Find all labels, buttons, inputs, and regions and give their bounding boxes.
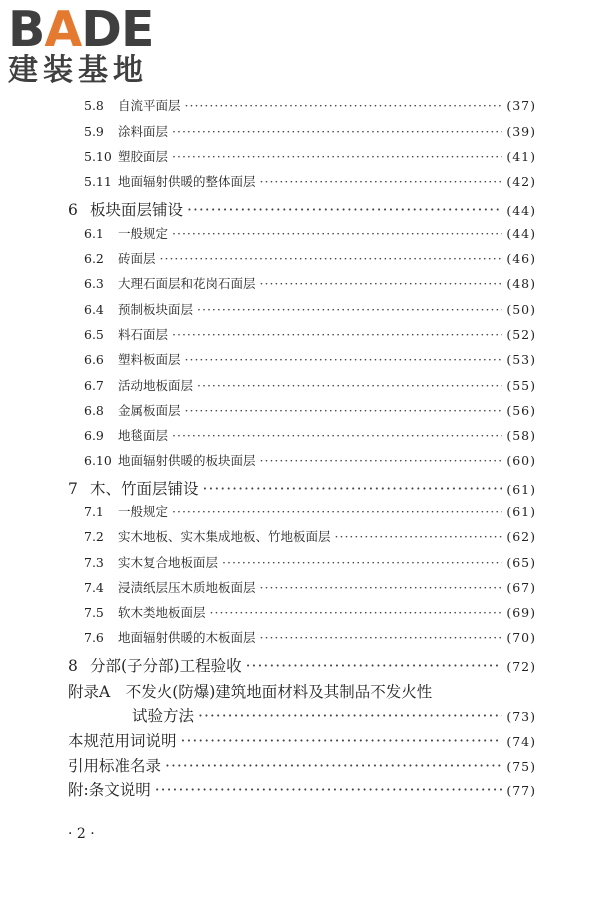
page-number: · 2 · [68, 826, 95, 842]
toc-entry-number: 5.8 [84, 98, 104, 113]
toc-entry-title: 大理石面层和花岗石面层 [118, 276, 256, 291]
toc-chapter-row[interactable] [68, 198, 536, 220]
toc-page-number: (60) [506, 453, 536, 468]
toc-entry-title: 塑料板面层 [118, 352, 181, 367]
dot-leader [187, 201, 502, 219]
toc-entry-number: 6.9 [84, 428, 104, 443]
toc-entry-title: 活动地板面层 [118, 378, 194, 393]
toc-entry-title: 试验方法 [132, 707, 195, 725]
toc-section-row[interactable] [84, 578, 536, 596]
toc-section-row[interactable] [84, 249, 536, 267]
toc-page-number: (70) [506, 630, 536, 645]
toc-page-number: (65) [506, 555, 536, 570]
toc-entry-number: 5.9 [84, 124, 104, 139]
toc-page-number: (37) [506, 98, 536, 113]
toc-entry-number: 6.1 [84, 226, 104, 241]
toc-entry-number: 7.2 [84, 529, 104, 544]
dot-leader [172, 504, 502, 519]
toc-section-row[interactable] [84, 122, 536, 140]
toc-section-row[interactable] [84, 325, 536, 343]
toc-entry-number: 5.11 [84, 174, 112, 189]
toc-page-number: (75) [506, 759, 536, 774]
toc-entry-title: 地面辐射供暖的板块面层 [118, 453, 256, 468]
toc-entry-title: 软木类地板面层 [118, 605, 206, 620]
toc-entry-title: 塑胶面层 [118, 149, 169, 164]
dot-leader [222, 555, 502, 570]
dot-leader [172, 226, 502, 241]
toc-section-row[interactable] [84, 553, 536, 571]
toc-section-row[interactable] [84, 274, 536, 292]
dot-leader [203, 480, 503, 498]
dot-leader [210, 605, 503, 620]
toc-entry-number: 6.5 [84, 327, 104, 342]
dot-leader [197, 302, 502, 317]
toc-chapter-row[interactable] [68, 754, 536, 776]
toc-section-row[interactable] [84, 147, 536, 165]
dot-leader [172, 428, 502, 443]
dot-leader [246, 657, 503, 675]
dot-leader [260, 174, 503, 189]
toc-section-row[interactable] [84, 451, 536, 469]
toc-entry-title: 木、竹面层铺设 [90, 480, 199, 498]
toc-entry-title: 预制板块面层 [118, 302, 194, 317]
toc-entry-number: 6.7 [84, 378, 104, 393]
toc-entry-number: 8 [68, 657, 78, 675]
toc-chapter-row[interactable] [132, 704, 536, 726]
toc-page-number: (41) [506, 149, 536, 164]
toc-entry-title: 一般规定 [118, 504, 169, 519]
toc-title-line: 附录A 不发火(防爆)建筑地面材料及其制品不发火性 [68, 683, 433, 701]
toc-page-number: (67) [506, 580, 536, 595]
toc-entry-title: 本规范用词说明 [68, 732, 177, 750]
dot-leader [260, 276, 503, 291]
dot-leader [172, 327, 502, 342]
dot-leader [185, 403, 503, 418]
toc-entry-number: 7.5 [84, 605, 104, 620]
dot-leader [197, 378, 502, 393]
toc-entry-title: 实木地板、实木集成地板、竹地板面层 [118, 529, 331, 544]
toc-entry-title: 板块面层铺设 [90, 201, 184, 219]
toc-entry-title: 砖面层 [118, 251, 156, 266]
toc-page-number: (52) [506, 327, 536, 342]
dot-leader [335, 529, 503, 544]
toc-entry-number: 7.3 [84, 555, 104, 570]
toc-entry-title: 附:条文说明 [68, 781, 151, 799]
toc-entry-title: 自流平面层 [118, 98, 181, 113]
dot-leader [172, 124, 502, 139]
toc-page-number: (73) [506, 709, 536, 724]
toc-section-row[interactable] [84, 603, 536, 621]
toc-entry-title: 浸渍纸层压木质地板面层 [118, 580, 256, 595]
toc-page-number: (77) [506, 783, 536, 798]
toc-chapter-row[interactable] [68, 477, 536, 499]
toc-entry-number: 6 [68, 201, 78, 219]
toc-chapter-row[interactable] [68, 729, 536, 751]
toc-entry-title: 一般规定 [118, 226, 169, 241]
toc-chapter-row[interactable] [68, 654, 536, 676]
toc-entry-title: 引用标准名录 [68, 757, 162, 775]
toc-section-row[interactable] [84, 376, 536, 394]
toc-page-number: (50) [506, 302, 536, 317]
toc-page-number: (56) [506, 403, 536, 418]
toc-entry-title: 金属板面层 [118, 403, 181, 418]
toc-entry-number: 6.4 [84, 302, 104, 317]
toc-page-number: (46) [506, 251, 536, 266]
toc-entry-title: 地面辐射供暖的整体面层 [118, 174, 256, 189]
toc-entry-number: 6.3 [84, 276, 104, 291]
toc-entry-number: 5.10 [84, 149, 112, 164]
toc-page-number: (53) [506, 352, 536, 367]
toc-entry-title: 涂料面层 [118, 124, 169, 139]
toc-section-row[interactable] [84, 350, 536, 368]
toc-entry-title: 地毯面层 [118, 428, 169, 443]
toc-page-number: (72) [506, 659, 536, 674]
toc-section-row[interactable] [84, 300, 536, 318]
toc-chapter-row[interactable] [68, 778, 536, 800]
toc-page-number: (48) [506, 276, 536, 291]
logo-letters-de: DE [81, 1, 154, 58]
dot-leader [160, 251, 503, 266]
toc-section-row[interactable] [84, 426, 536, 444]
toc-entry-number: 7.4 [84, 580, 104, 595]
dot-leader [260, 580, 503, 595]
toc-page-number: (69) [506, 605, 536, 620]
toc-page-number: (39) [506, 124, 536, 139]
toc-entry-number: 7.1 [84, 504, 104, 519]
toc-page-number: (61) [506, 482, 536, 497]
toc-page-number: (61) [506, 504, 536, 519]
toc-section-row[interactable] [84, 628, 536, 646]
dot-leader [260, 630, 503, 645]
dot-leader [185, 98, 503, 113]
toc-section-row[interactable] [84, 401, 536, 419]
dot-leader [181, 732, 503, 750]
toc-entry-number: 6.2 [84, 251, 104, 266]
logo-subtitle: 建装基地 [8, 53, 148, 88]
dot-leader [165, 757, 502, 775]
toc-section-row[interactable] [84, 502, 536, 520]
toc-entry-number: 6.8 [84, 403, 104, 418]
toc-page-number: (42) [506, 174, 536, 189]
toc-entry-number: 7.6 [84, 630, 104, 645]
toc-page-number: (55) [506, 378, 536, 393]
toc-section-row[interactable] [84, 224, 536, 242]
toc-page-number: (44) [506, 203, 536, 218]
toc-entry-title: 料石面层 [118, 327, 169, 342]
toc-entry-number: 6.6 [84, 352, 104, 367]
logo-letter-b: B [8, 1, 45, 58]
toc-page-number: (62) [506, 529, 536, 544]
toc-section-row[interactable] [84, 172, 536, 190]
toc-entry-number: 7 [68, 480, 78, 498]
toc-section-row[interactable] [84, 527, 536, 545]
toc-page-number: (58) [506, 428, 536, 443]
toc-entry-title: 实木复合地板面层 [118, 555, 219, 570]
dot-leader [155, 781, 503, 799]
toc-page-number: (74) [506, 734, 536, 749]
toc-section-row[interactable] [84, 96, 536, 114]
toc-entry-title: 地面辐射供暖的木板面层 [118, 630, 256, 645]
dot-leader [172, 149, 502, 164]
dot-leader [198, 707, 502, 725]
logo-letter-a-accent: A [44, 1, 82, 58]
dot-leader [185, 352, 503, 367]
toc-entry-title: 分部(子分部)工程验收 [90, 657, 242, 675]
toc-page-number: (44) [506, 226, 536, 241]
dot-leader [260, 453, 503, 468]
toc-entry-number: 6.10 [84, 453, 112, 468]
